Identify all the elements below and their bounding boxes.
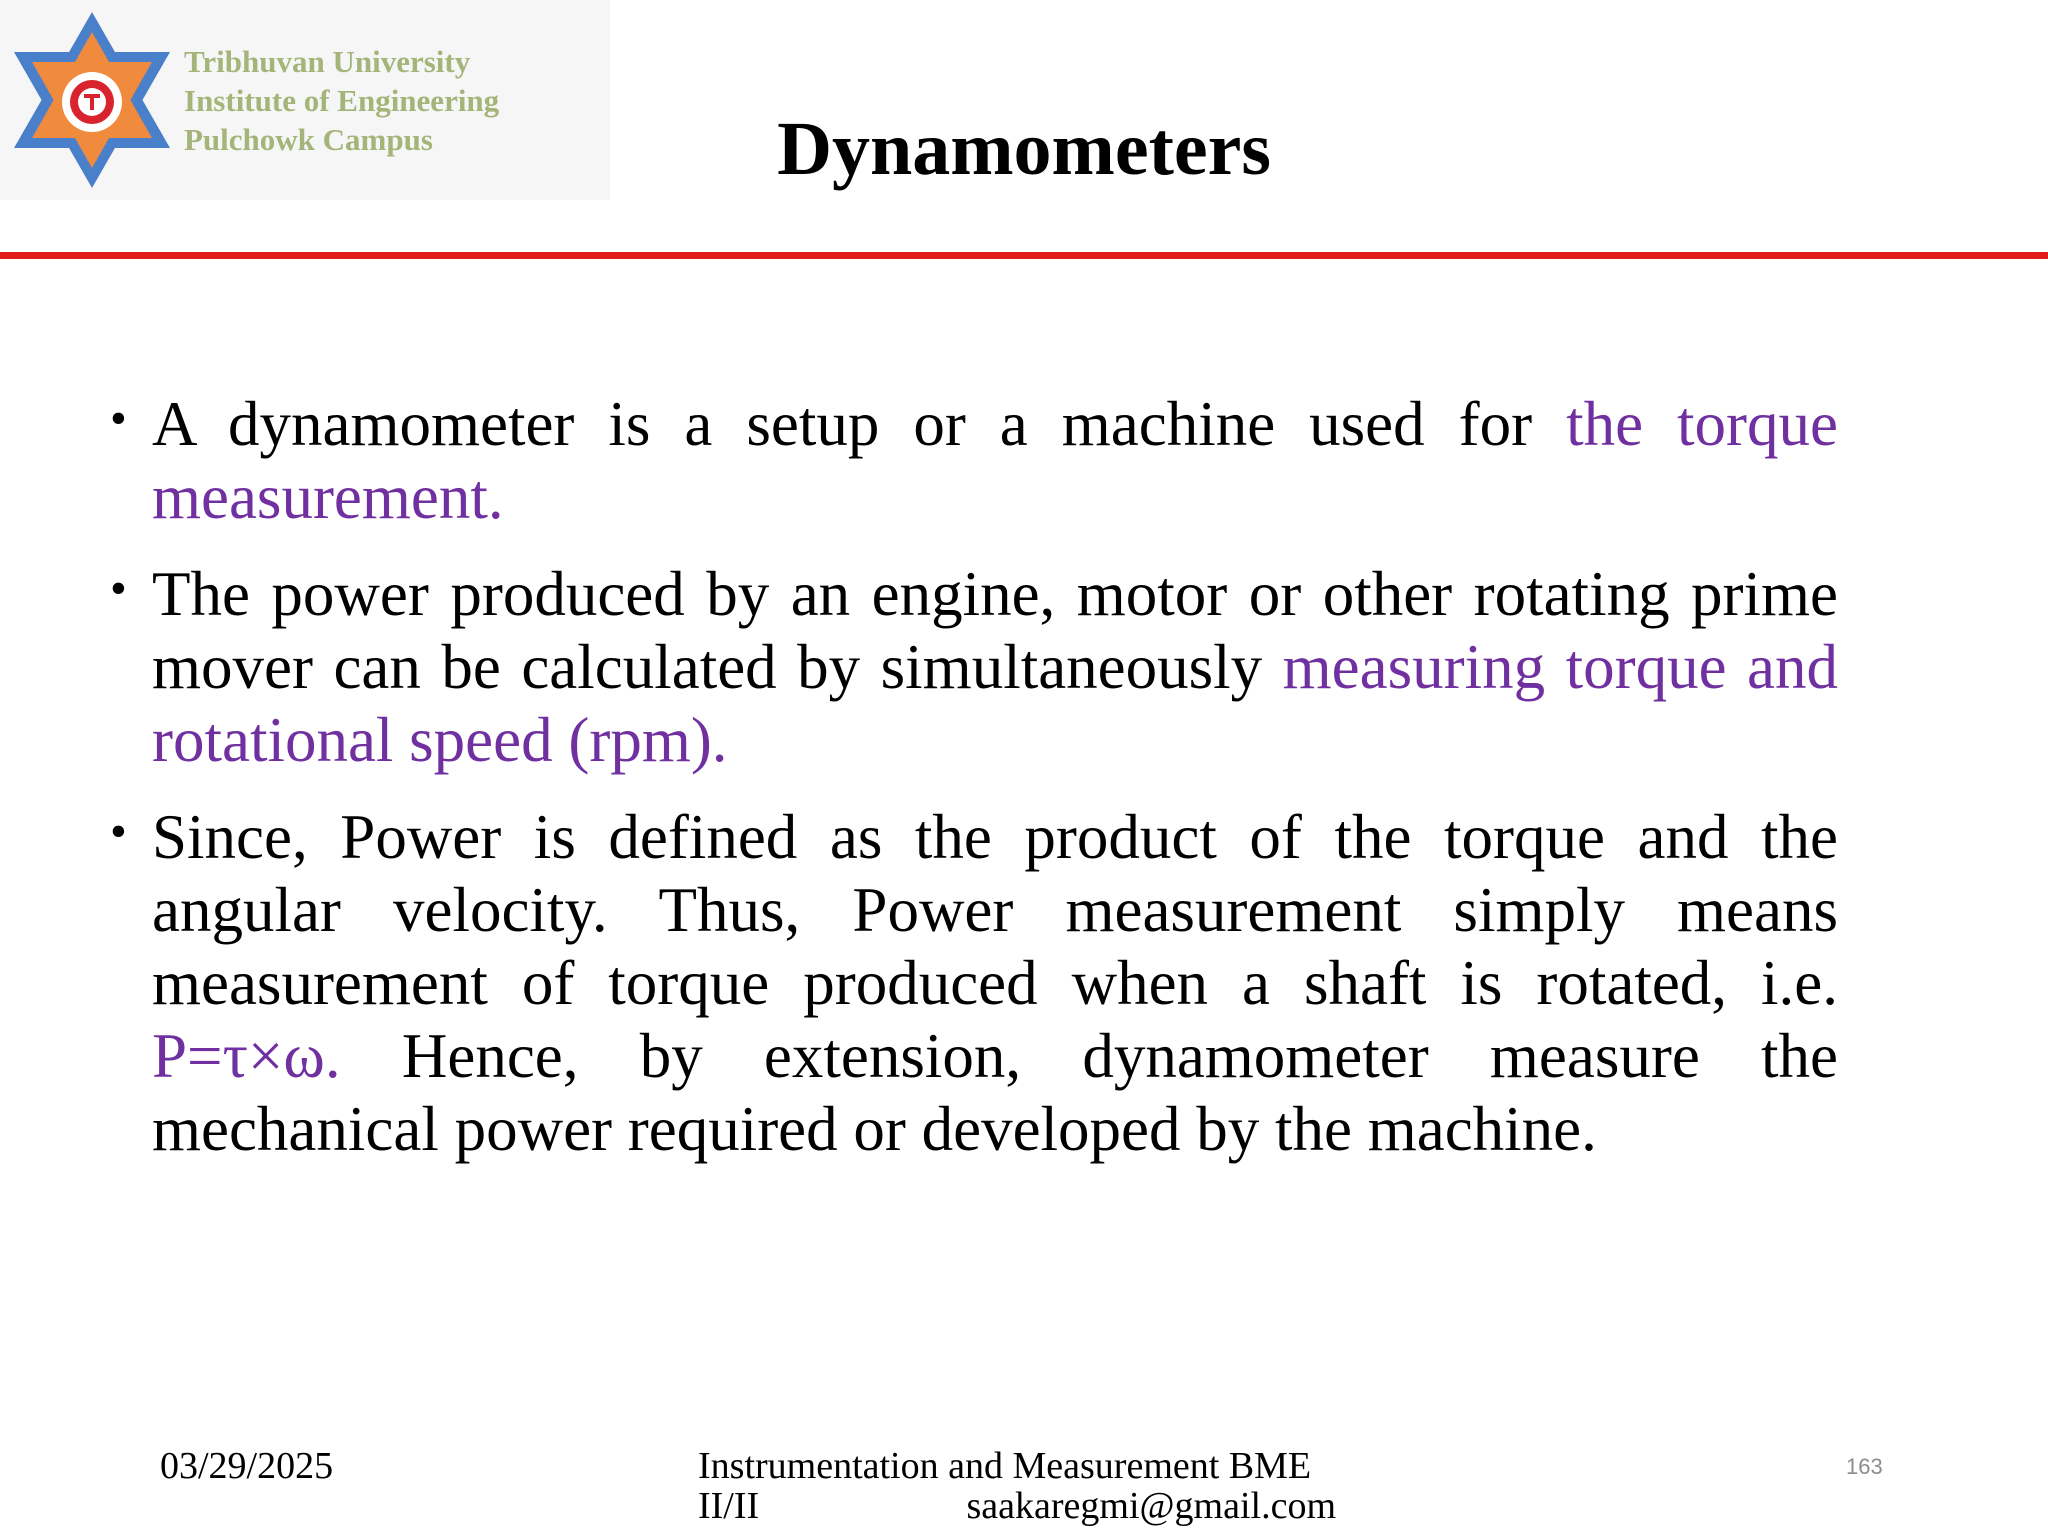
bullet-dot-icon: • bbox=[110, 392, 127, 445]
footer-date: 03/29/2025 bbox=[160, 1445, 334, 1487]
bullet-item bbox=[110, 558, 1838, 777]
bullet-dot-icon: • bbox=[110, 805, 127, 858]
footer-course-line2 bbox=[698, 1486, 1336, 1526]
bullet-highlight: the torque measurement. bbox=[152, 389, 1838, 532]
logo-line-university: Tribhuvan University bbox=[184, 44, 471, 79]
bullet-dot-icon: • bbox=[110, 562, 127, 615]
footer-email: saakaregmi@gmail.com bbox=[966, 1485, 1336, 1527]
tu-emblem-icon bbox=[12, 10, 172, 190]
institution-name bbox=[184, 42, 499, 159]
bullet-highlight: measuring torque and rotational speed (rpm). bbox=[152, 632, 1838, 775]
bullet-text: The power produced by an engine, motor or other rotating prime mover can be calculated by simultaneously bbox=[152, 559, 1838, 702]
bullet-text: A dynamometer is a setup or a machine used for bbox=[152, 389, 1567, 459]
page-number: 163 bbox=[1846, 1454, 1883, 1479]
footer-course bbox=[698, 1446, 1336, 1526]
logo-line-institute: Institute of Engineering bbox=[184, 83, 500, 118]
bullet-list bbox=[110, 388, 1838, 1190]
title-divider bbox=[0, 252, 2048, 259]
slide-title: Dynamometers bbox=[777, 107, 1271, 191]
institution-logo bbox=[0, 0, 610, 200]
bullet-highlight: P=τ×ω. bbox=[152, 1021, 341, 1091]
footer-course-semester: II/II bbox=[698, 1485, 760, 1527]
footer-course-title: Instrumentation and Measurement BME bbox=[698, 1445, 1312, 1487]
logo-line-campus: Pulchowk Campus bbox=[184, 122, 433, 157]
bullet-text-tail: Hence, by extension, dynamometer measure the mechanical power required or developed by the machine. bbox=[152, 1021, 1838, 1164]
bullet-item bbox=[110, 801, 1838, 1166]
bullet-item bbox=[110, 388, 1838, 534]
bullet-text: Since, Power is defined as the product of the torque and the angular velocity. Thus, Power measurement simply means measurement of torque produced when a shaft is rotated, i.e. bbox=[152, 802, 1838, 1018]
